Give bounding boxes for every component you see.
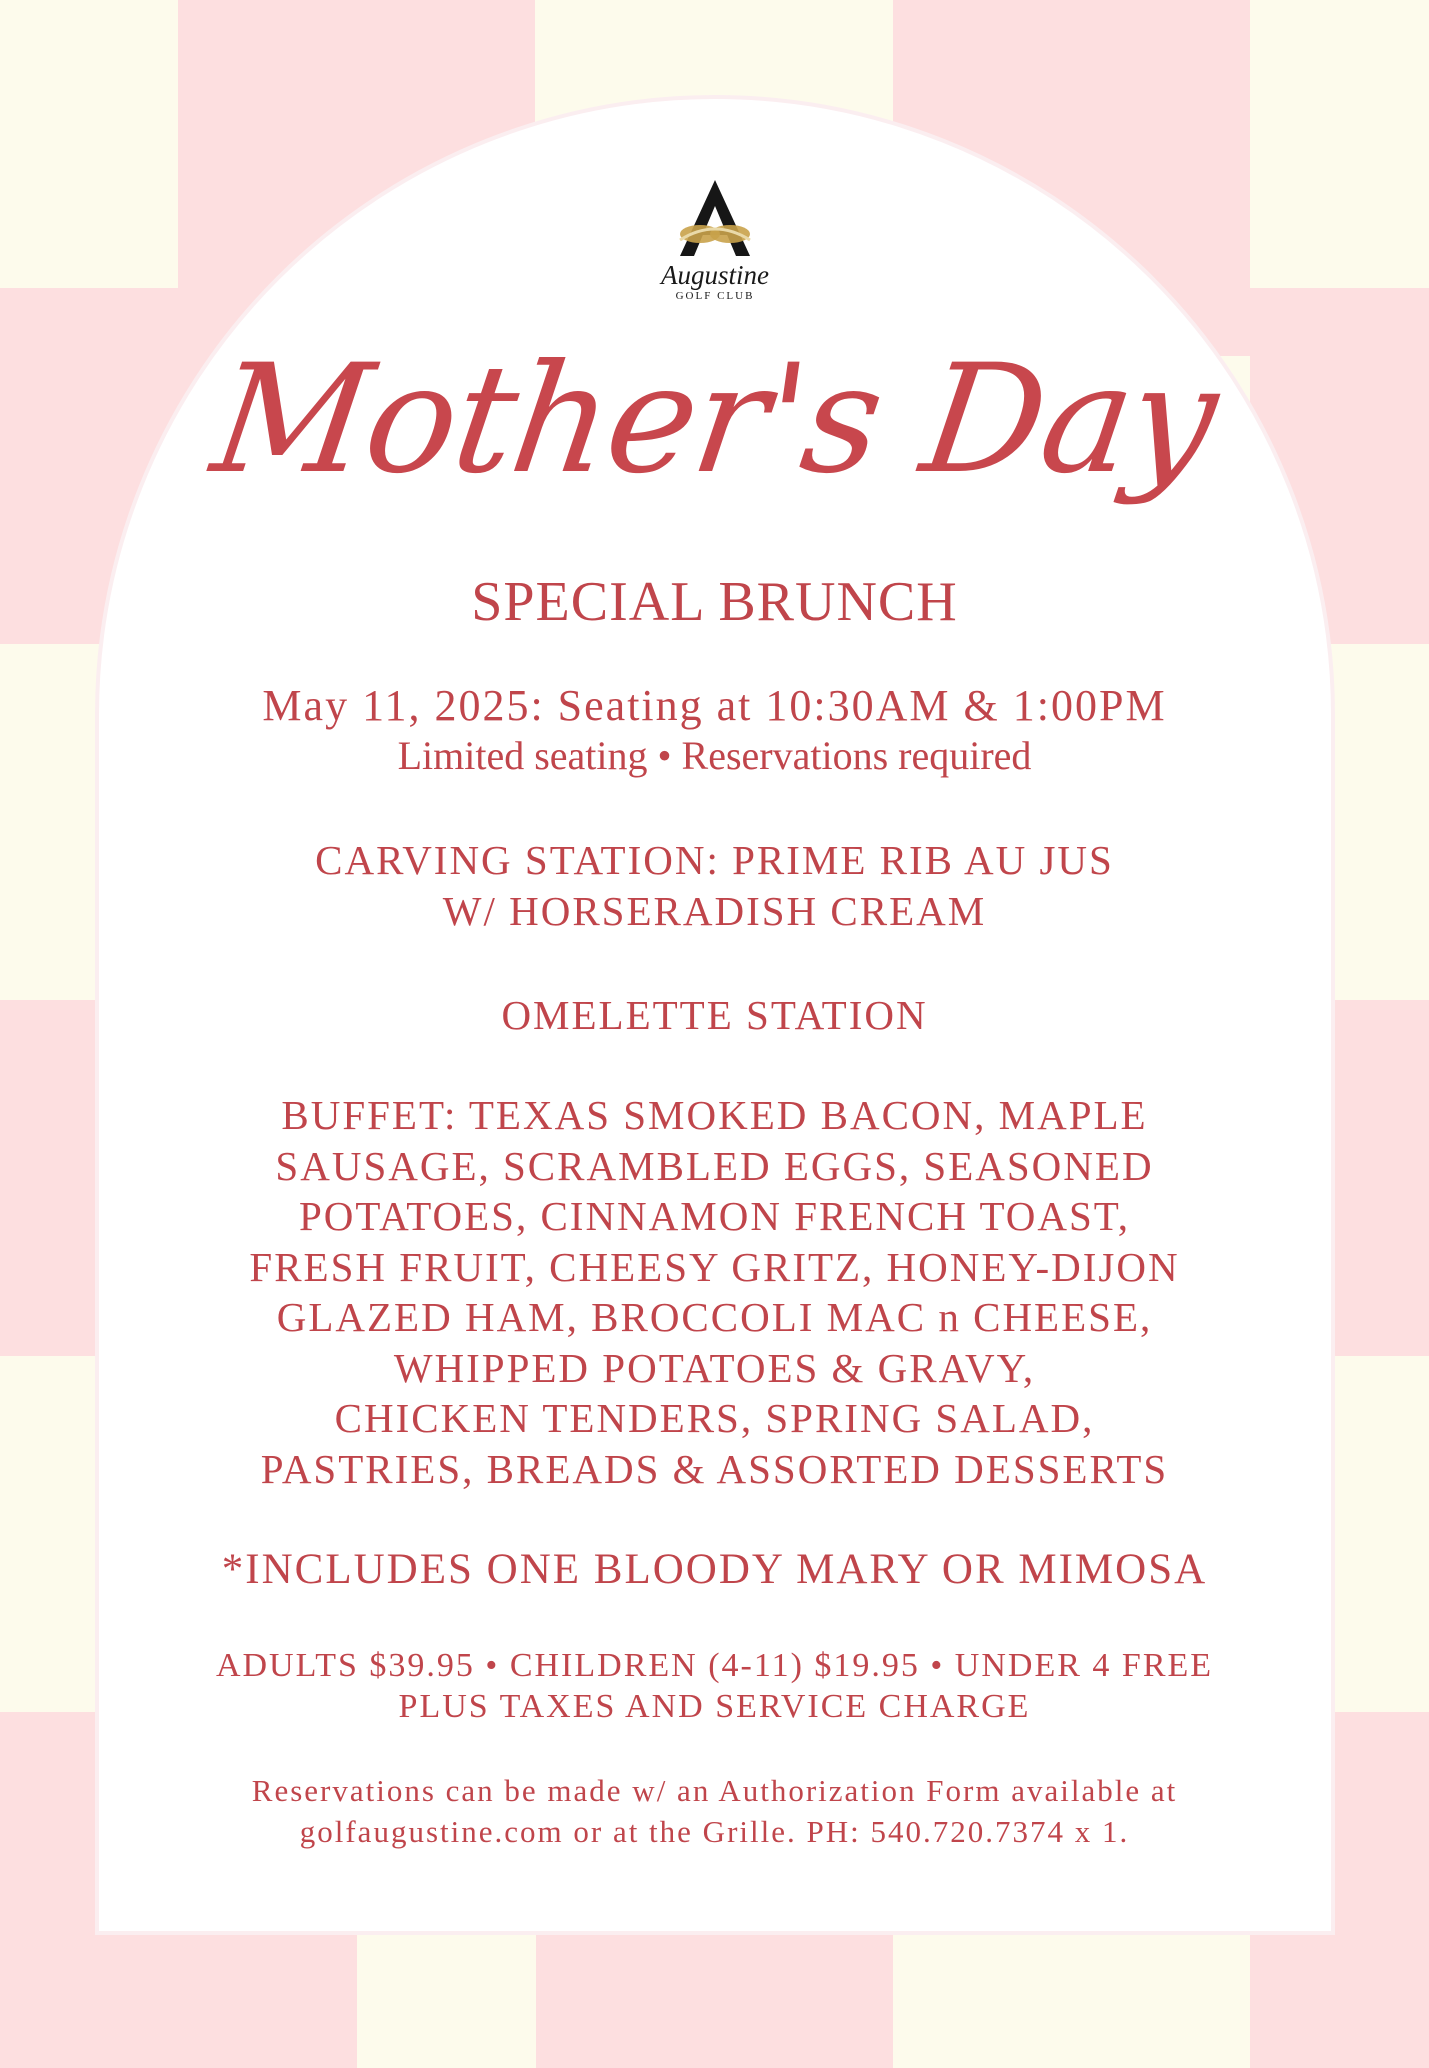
logo-name: Augustine: [661, 260, 769, 290]
menu-line: WHIPPED POTATOES & GRAVY,: [393, 1344, 1036, 1391]
logo-emblem-icon: [670, 178, 760, 260]
drink-inclusion: *INCLUDES ONE BLOODY MARY OR MIMOSA: [221, 1546, 1208, 1593]
omelette-station: OMELETTE STATION: [501, 992, 928, 1038]
reservation-info: [0, 1770, 1429, 1852]
price-line: ADULTS $39.95 • CHILDREN (4-11) $19.95 • UNDER 4 FREE: [215, 1647, 1214, 1684]
menu-line: POTATOES, CINNAMON FRENCH TOAST,: [298, 1193, 1131, 1239]
menu-line: GLAZED HAM, BROCCOLI MAC n CHEESE,: [276, 1294, 1153, 1340]
seating-note: Limited seating • Reservations required: [397, 733, 1032, 778]
carving-station: [0, 835, 1429, 936]
menu-line: CARVING STATION: PRIME RIB AU JUS: [315, 837, 1114, 883]
menu-line: FRESH FRUIT, CHEESY GRITZ, HONEY-DIJON: [249, 1243, 1180, 1290]
page-title: Mother's Day: [203, 333, 1226, 507]
price-line: PLUS TAXES AND SERVICE CHARGE: [398, 1688, 1031, 1725]
subtitle: SPECIAL BRUNCH: [471, 571, 958, 633]
menu-line: PASTRIES, BREADS & ASSORTED DESSERTS: [260, 1445, 1169, 1492]
menu-line: CHICKEN TENDERS, SPRING SALAD,: [334, 1395, 1095, 1441]
club-logo: [630, 178, 800, 323]
reservation-line: Reservations can be made w/ an Authorization Form available at: [251, 1773, 1178, 1808]
logo-subtitle: GOLF CLUB: [675, 290, 755, 302]
buffet-list: [0, 1090, 1429, 1494]
menu-line: BUFFET: TEXAS SMOKED BACON, MAPLE: [281, 1092, 1148, 1138]
pricing: [0, 1645, 1429, 1727]
menu-line: SAUSAGE, SCRAMBLED EGGS, SEASONED: [275, 1142, 1154, 1189]
event-date: May 11, 2025: Seating at 10:30AM & 1:00PM: [262, 681, 1167, 730]
reservation-line: golfaugustine.com or at the Grille. PH: 540.720.7374 x 1.: [299, 1814, 1130, 1849]
menu-line: W/ HORSERADISH CREAM: [442, 887, 987, 934]
